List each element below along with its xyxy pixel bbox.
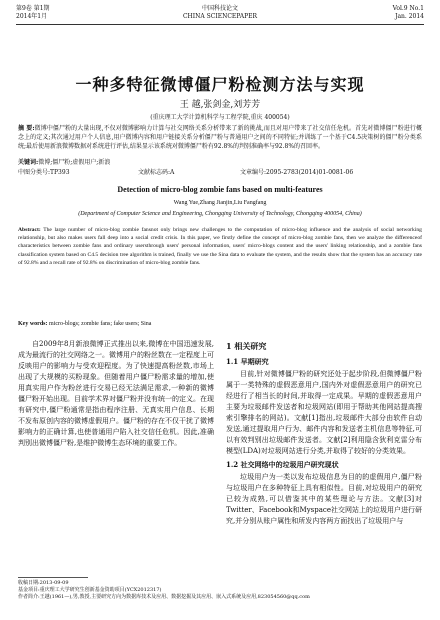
journal-name-cn: 中国科技论文 bbox=[201, 5, 238, 12]
issue-date-en: Jan. 2014 bbox=[395, 13, 424, 20]
abstract-en-label: Abstract: bbox=[18, 227, 41, 233]
abstract-cn-label: 摘 要: bbox=[18, 125, 35, 132]
volume-issue-en: Vol.9 No.1 bbox=[392, 5, 424, 12]
keywords-en bbox=[18, 320, 422, 329]
abstract-en bbox=[18, 226, 422, 267]
abstract-en-text: The large number of micro-blog zombie fansnot only brings new challenges to the computation of micro-blog influence and the analysis of social networking relationship, but also makes users fall deep into a social credit crisis. In this paper, we firstly define the concept of micro-blog zombie fans, then we analyze the differenceof characteristics between zombie fans and ordinary usersthrough users' personal information, users' micro-blogs content and the users' linking relationship, and a zombie fans classification system based on C4.5 decision tree algorithm is trained, finally we use the Sina data to evaluate the system, and the results show that the system has an accuracy rate of 92.8% and a recall rate of 92.8% on discrimination of micro-blog zombie fans. bbox=[18, 227, 422, 266]
header-center bbox=[16, 5, 424, 21]
issue-date-cn: 2014年1月 bbox=[16, 13, 48, 20]
keywords-en-label: Key words: bbox=[18, 321, 48, 327]
paper-title-cn: 一种多特征微博僵尸粉检测方法与实现 bbox=[75, 75, 365, 94]
clc-number: 中图分类号:TP393 bbox=[18, 169, 70, 176]
header-right bbox=[393, 5, 424, 21]
affiliation-en: (Department of Computer Science and Engineering, Chongqing University of Technology, Chongqing 400054, China) bbox=[78, 211, 362, 217]
article-number: 文章编号:2095-2783(2014)01-0081-06 bbox=[240, 169, 354, 176]
body-left-column bbox=[18, 339, 214, 449]
intro-paragraph: 自2009年8月新浪微博正式推出以来,微博在中国迅速发展,成为最流行的社交网络之一。微博用户的粉丝数在一定程度上可反映用户的影响力与受欢迎程度。为了快速提高粉丝数,市场上出现了大规模的买粉现象。但随着用户僵尸粉需求量的增加,使用真实用户作为粉丝进行交易已经无法满足需求,一种新的微博僵尸粉开始出现。目前学术界对僵尸粉并没有统一的定义。在现有研究中,僵尸粉通常是指由程序注册、无真实用户信息、长期不发布原创内容的微博虚假用户。僵尸粉的存在不仅干扰了微博影响力的正确计算,也使普通用户陷入社交信任危机。因此,准确判别出微博僵尸粉,是维护微博生态环境的重要工作。 bbox=[18, 340, 214, 447]
header-divider bbox=[16, 24, 424, 25]
volume-issue: 第9卷 第1期 bbox=[16, 5, 50, 12]
abstract-cn bbox=[18, 124, 422, 151]
affiliation-cn: (重庆理工大学计算机科学与工程学院,重庆 400054) bbox=[150, 114, 290, 121]
section-1-2-heading: 1.2 社交网络中的垃圾用户研究现状 bbox=[226, 460, 339, 469]
received-date: 收稿日期:2013-09-09 bbox=[18, 580, 69, 586]
keywords-cn-text: 微博;僵尸粉;虚假用户;新浪 bbox=[38, 159, 111, 166]
keywords-cn-label: 关键词: bbox=[18, 159, 39, 166]
section-1-1-heading: 1.1 早期研究 bbox=[226, 357, 269, 366]
footnote bbox=[18, 580, 422, 601]
running-header bbox=[16, 5, 424, 23]
footnote-divider bbox=[18, 577, 88, 578]
paper-title-en: Detection of micro-blog zombie fans based on multi-features bbox=[117, 185, 323, 194]
author-info: 作者简介:王越(1961—),男,教授,主要研究方向为数据库技术及应用、数据挖掘及其应用、嵌入式系统及应用,823054560@qq.com bbox=[18, 594, 310, 600]
abstract-cn-text: 微博中僵尸粉的大量出现,不仅对微博影响力计算与社交网络关系分析带来了新的挑战,而且对用户带来了社交信任危机。首先对微博僵尸粉进行概念上的定义;其次通过用户个人信息,用户微博内容和用户链接关系分析僵尸粉与普通用户之间的不同特征;并训练了一个基于C4.5决策树的僵尸粉分类系统;最后使用新浪微博数据对系统进行评估,结果显示该系统对微博僵尸粉有92.8%的判别准确率与92.8%的召回率。 bbox=[18, 125, 422, 150]
section-1-2-paragraph: 垃圾用户为一类以发布垃圾信息为目的的虚假用户,僵尸粉与垃圾用户在多种特征上具有相似性。目前,对垃圾用户的研究已较为成熟,可以借鉴其中的某些理论与方法。文献[3]对Twitter、Facebook和Myspace社交网站上的垃圾用户进行研究,并分别从账户属性和所发内容两方面找出了垃圾用户与 bbox=[226, 473, 422, 525]
keywords-cn bbox=[18, 158, 422, 167]
fund-info: 基金项目:重庆理工大学研究生创新基金资助项目(YCX2012317) bbox=[18, 587, 162, 593]
journal-name-en: CHINA SCIENCEPAPER bbox=[182, 13, 258, 20]
section-1-1-paragraph: 目前,针对微博僵尸粉的研究还处于起步阶段,但微博僵尸粉属于一类特殊的虚假恶意用户,国内外对虚假恶意用户的研究已经进行了相当长的时间,并取得一定成果。早期的虚假恶意用户主要为垃圾邮件发送者和垃圾网站(即用于帮助其他网站提高搜索引擎排名的网站)。文献[1]指出,垃圾邮件大部分由软件自动发送,通过提取用户行为、邮件内容和发送者主机信息等特征,可以有效判别出垃圾邮件发送者。文献[2]利用隐含狄利克雷分布模型(LDA)对垃圾网站进行分类,并取得了较好的分类效果。 bbox=[226, 370, 422, 455]
classification-line bbox=[18, 167, 422, 176]
authors-cn: 王 越,张剑金,刘芳芳 bbox=[179, 100, 261, 110]
keywords-en-text: micro-blogs; zombie fans; fake users; Sina bbox=[49, 321, 152, 327]
section-1-heading: 1 相关研究 bbox=[226, 341, 267, 351]
document-code: 文献标志码:A bbox=[138, 169, 175, 176]
body-right-column bbox=[226, 339, 422, 527]
authors-en: Wang Yue,Zhang Jianjin,Liu Fangfang bbox=[173, 200, 267, 206]
